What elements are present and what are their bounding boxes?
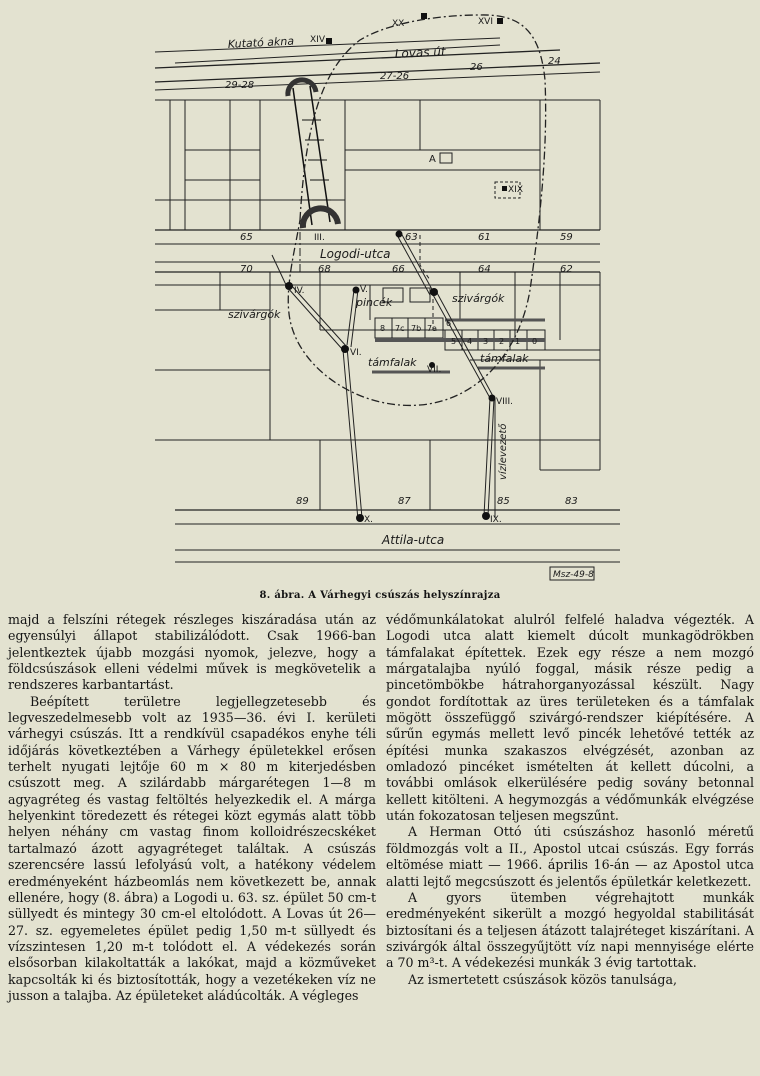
label-iii: III. bbox=[314, 233, 325, 243]
street-attila-utca: Attila-utca bbox=[382, 533, 445, 547]
house-number: 62 bbox=[560, 264, 573, 275]
text-column-left bbox=[8, 612, 376, 1004]
label-drains-right: szivárgók bbox=[452, 292, 505, 305]
house-number: 29-28 bbox=[225, 80, 255, 91]
cellar-number: 7b bbox=[411, 324, 422, 333]
house-number: 70 bbox=[240, 264, 253, 275]
street-lovas-ut: Lovas út bbox=[394, 44, 446, 61]
street-kutato-akna: Kutató akna bbox=[227, 34, 295, 51]
house-number: 85 bbox=[497, 496, 510, 507]
house-number: 65 bbox=[240, 232, 253, 243]
paragraph: Beépített területre legjellegzetesebb és legveszedelmesebb volt az 1935—36. évi I. kerületi várhegyi csúszás. Itt a rendkívül csapadékos enyhe téli időjárás következtében a Várhegy épületekkel erősen terhelt nyugati lejtője 60 m × 80 m kiterjedésben csúszott meg. A szilárdabb márgarétegen 1—8 m agyagréteg és vastag feltöltés helyezkedik el. A márga helyenkint töredezett és rétegei közt egymás alatt több helyen néhány cm vastag finom kolloidrészecskéket tartalmazó ázott agyagréteget találtak. A csúszás szerencsére lassú lefolyású volt, a hatékony védelem eredményeként házbeomlás nem következett be, annak ellenére, hogy (8. ábra) a Logodi u. 63. sz. épület 50 cm-t süllyedt és mintegy 30 cm-el eltolódott. A Lovas út 26—27. sz. egyemeletes épület pedig 1,50 m-t süllyedt és vízszintesen 1,20 m-t tolódott el. A védekezés során elsősorban kilakoltatták a lakókat, majd a közműveket kapcsolták ki és biztosították, hogy a vezetékeken víz ne jusson a talajba. Az épületeket aládúcolták. A végleges bbox=[8, 693, 376, 1003]
cellar-number: 1 bbox=[515, 337, 521, 346]
house-number: 24 bbox=[548, 56, 561, 67]
plate-code: Msz-49-8 bbox=[553, 570, 594, 580]
house-number: 68 bbox=[318, 264, 331, 275]
label-x: X. bbox=[364, 515, 374, 525]
house-number: 63 bbox=[405, 232, 418, 243]
house-number: 27-26 bbox=[380, 71, 410, 82]
street-logodi-utca: Logodi-utca bbox=[320, 247, 391, 261]
label-shaft-xiv: XIV bbox=[310, 35, 325, 45]
paragraph: Az ismertetett csúszások közös tanulsága, bbox=[408, 971, 677, 987]
label-point-a: A bbox=[429, 154, 436, 165]
paragraph: majd a felszíni rétegek részleges kiszáradása után az egyensúlyi állapot stabilizálódott. Csak 1966-ban jelentkeztek újabb mozgási nyomok, jelezve, hogy a földcsúszások elleni védelmi művek is megkövetelik a rendszeres karbantartást. bbox=[8, 612, 376, 693]
label-cellars: pincék bbox=[356, 296, 393, 309]
paragraph: védőmunkálatokat alulról felfelé haladva végezték. A Logodi utca alatt kiemelt dúcolt munkagödrökben támfalakat építettek. Ezek egy része a nem mozgó márgatalajba nyúló foggal, másik része pedig a pincetömbökbe hátrahorganyozással készült. Nagy gondot fordítottak az üres területeken és a támfalak mögött összefüggő szivárgó-rendszer kiépítésére. A sűrűn egymás mellett levő pincék lehetővé tették az építési munka szakaszos elvégzését, azonban az omladozó pincéket ismételten át kellett dúcolni, a további omlások elkerülésére pedig sovány betonnal kellett kitölteni. A hegymozgás a védőmunkák elvégzése után fokozatosan teljesen megszűnt. bbox=[386, 612, 754, 824]
label-water-drain: vízlevezető bbox=[498, 423, 509, 480]
label-xx: XX bbox=[392, 19, 405, 29]
house-number: 64 bbox=[478, 264, 491, 275]
cellar-number: 6 bbox=[446, 319, 452, 328]
label-retaining-walls-left: támfalak bbox=[368, 356, 417, 369]
label-drains-left: szivárgók bbox=[228, 308, 281, 321]
cellar-number: 4 bbox=[467, 337, 473, 346]
house-number: 26 bbox=[470, 62, 483, 73]
house-number: 87 bbox=[398, 496, 411, 507]
label-viii: VIII. bbox=[496, 397, 513, 407]
label-vii: VII. bbox=[427, 365, 442, 375]
house-number: 59 bbox=[560, 232, 573, 243]
house-number: 61 bbox=[478, 232, 491, 243]
label-iv: IV. bbox=[294, 286, 305, 296]
house-number: 83 bbox=[565, 496, 578, 507]
paragraph: A Herman Ottó úti csúszáshoz hasonló méretű földmozgás volt a II., Apostol utcai csúszás. Egy forrás eltömése miatt — 1966. április 16-án — az Apostol utca alatti lejtő megcsúszott és jelentős épületkár keletkezett. bbox=[386, 824, 754, 889]
label-vi: VI. bbox=[350, 348, 362, 358]
cellar-number: 5 bbox=[451, 337, 457, 346]
label-ix: IX. bbox=[490, 515, 502, 525]
cellar-number: 7c bbox=[395, 324, 405, 333]
label-v: V. bbox=[360, 285, 368, 295]
cellar-number: 8 bbox=[380, 324, 386, 333]
cellar-number: 7a bbox=[427, 324, 437, 333]
house-number: 89 bbox=[296, 496, 309, 507]
house-number: 66 bbox=[392, 264, 405, 275]
figure-caption: 8. ábra. A Várhegyi csúszás helyszínrajza bbox=[259, 590, 501, 601]
label-xix: XIX bbox=[508, 185, 523, 195]
paragraph: A gyors ütemben végrehajtott munkák eredményeként sikerült a mozgó hegyoldal stabilitását biztosítani és a teljesen átázott talajréteget kiszárítani. A szivárgók által összegyűjtött víz napi mennyisége elérte a 70 m³-t. A védekezési munkák 3 évig tartottak. bbox=[386, 889, 754, 971]
text-column-right bbox=[386, 612, 754, 988]
cellar-number: 2 bbox=[499, 337, 505, 346]
label-retaining-walls-right: támfalak bbox=[480, 352, 529, 365]
cellar-number: 0 bbox=[532, 337, 538, 346]
cellar-number: 3 bbox=[483, 337, 489, 346]
label-xvi: XVI bbox=[478, 17, 493, 27]
